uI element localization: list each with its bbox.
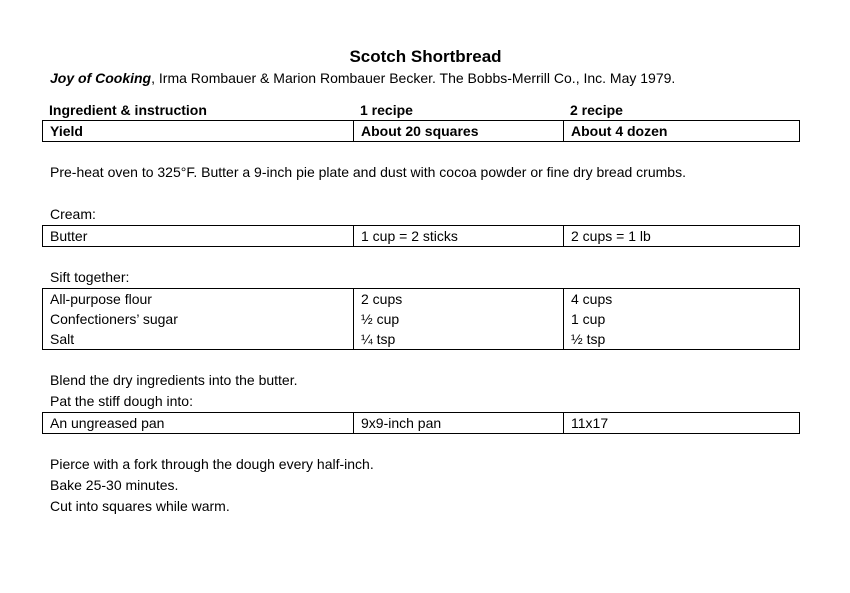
header-ingredient: Ingredient & instruction [49,102,207,118]
butter-one: 1 cup = 2 sticks [354,226,564,247]
yield-table [42,120,800,142]
sift-two-cell: ½ tsp [564,329,800,350]
step-pierce: Pierce with a fork through the dough every half-inch. [50,456,374,472]
step-bake: Bake 25-30 minutes. [50,477,179,493]
recipe-document [42,46,799,517]
source-details: , Irma Rombauer & Marion Rombauer Becker. The Bobbs-Merrill Co., Inc. May 1979. [151,70,676,86]
sift-one-cell: ½ cup [354,309,564,329]
pat-instruction: Pat the stiff dough into: [50,393,193,409]
pan-table [42,412,800,434]
table-row [43,289,800,310]
butter-label: Butter [43,226,354,247]
sift-two-cell: 4 cups [564,289,800,310]
yield-label: Yield [43,121,354,142]
book-title: Joy of Cooking [50,70,152,86]
sift-label: Sift together: [50,269,130,285]
header-one-recipe: 1 recipe [360,102,413,118]
pan-two: 11x17 [564,413,800,434]
recipe-title: Scotch Shortbread [349,47,502,66]
sift-label-cell: Confectioners’ sugar [43,309,354,329]
sift-label-cell: Salt [43,329,354,350]
table-row [43,413,800,434]
sift-one-cell: ¼ tsp [354,329,564,350]
sift-one-cell: 2 cups [354,289,564,310]
sift-label-cell: All-purpose flour [43,289,354,310]
step-cut: Cut into squares while warm. [50,498,230,514]
sift-two-cell: 1 cup [564,309,800,329]
butter-table [42,225,800,247]
table-row [43,226,800,247]
yield-two: About 4 dozen [564,121,800,142]
table-row [43,309,800,329]
cream-label: Cream: [50,206,96,222]
yield-one: About 20 squares [354,121,564,142]
table-header [42,100,799,120]
table-row [43,329,800,350]
header-two-recipe: 2 recipe [570,102,623,118]
pan-one: 9x9-inch pan [354,413,564,434]
sift-table [42,288,800,350]
table-row [43,121,800,142]
pan-label: An ungreased pan [43,413,354,434]
butter-two: 2 cups = 1 lb [564,226,800,247]
preheat-instruction: Pre-heat oven to 325°F. Butter a 9-inch pie plate and dust with cocoa powder or fine dry bread crumbs. [50,164,686,180]
blend-instruction: Blend the dry ingredients into the butter. [50,372,298,388]
source-citation [42,68,799,88]
